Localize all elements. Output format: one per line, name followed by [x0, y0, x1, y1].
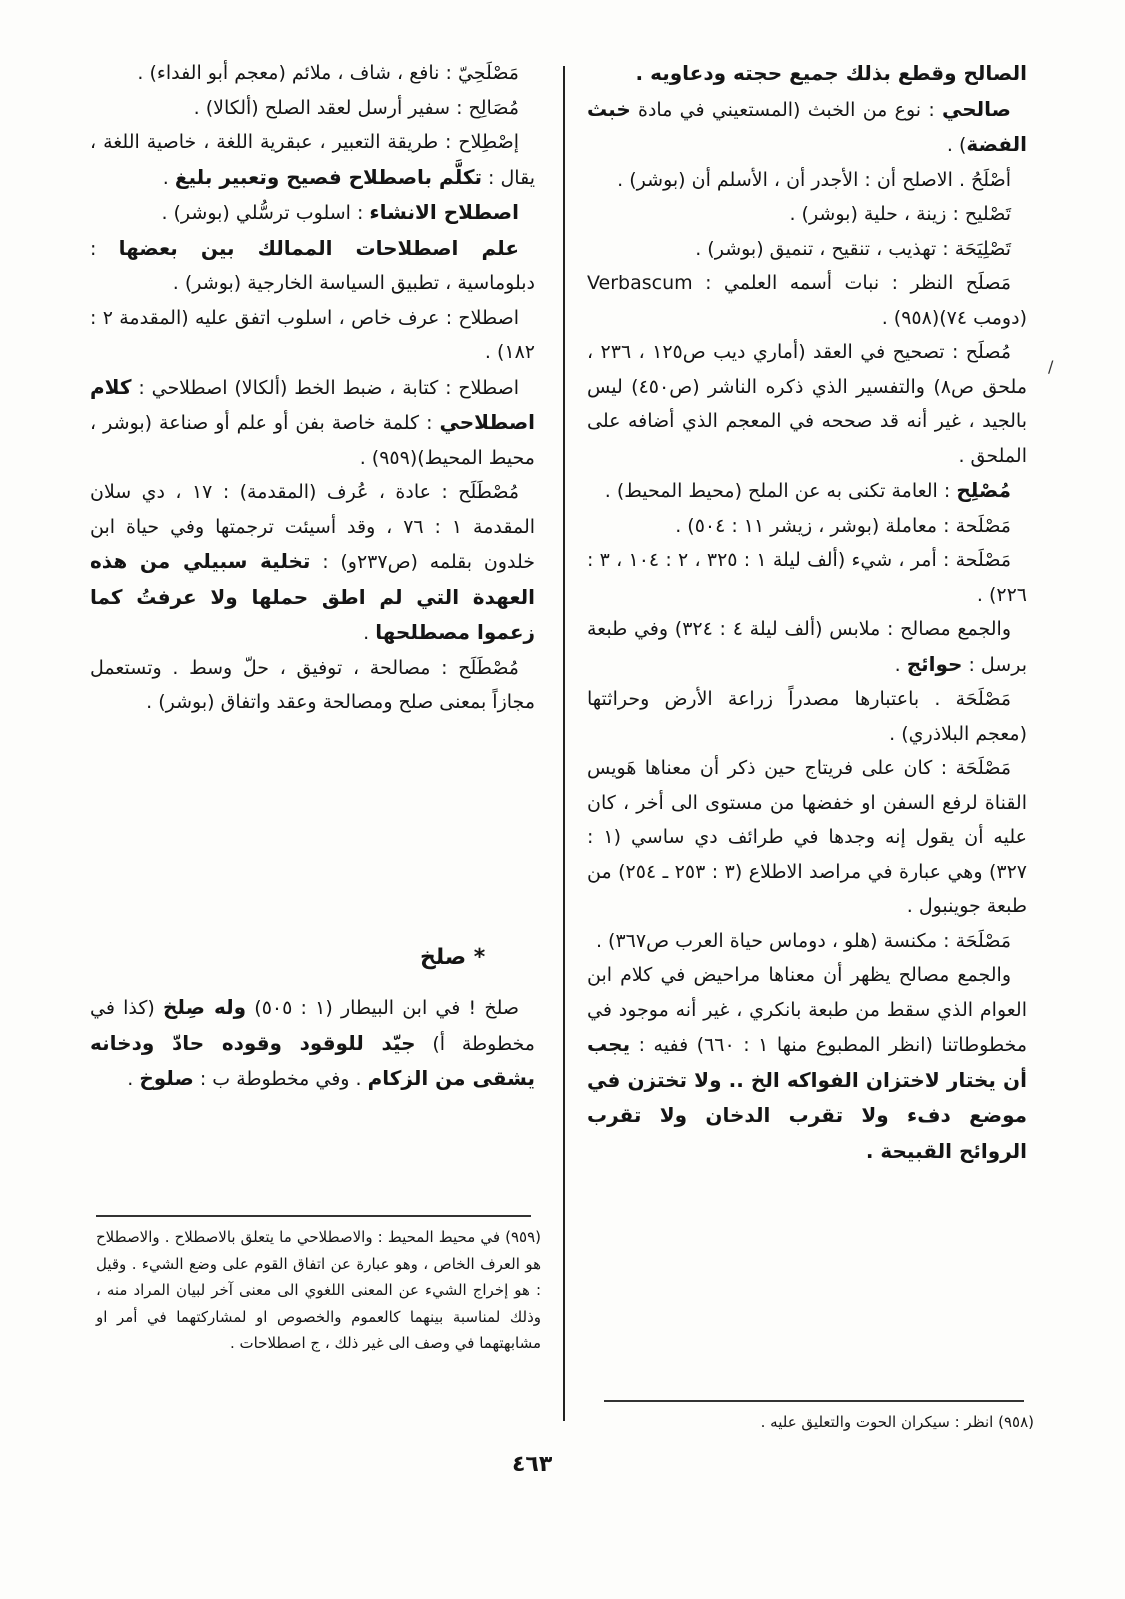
footnote-rule-right	[604, 1400, 1024, 1402]
text-run: .	[894, 653, 907, 676]
text-run: مَصْلَحة : أمر ، شيء (ألف ليلة ١ : ٣٢٥ ، ٢ : ١٠٤ ، ٣ : ٢٢٦) .	[587, 549, 1027, 606]
paragraph	[587, 751, 1027, 924]
text-run: مَصْلَحة : معاملة (بوشر ، زيشر ١١ : ٥٠٤) .	[675, 514, 1011, 537]
text-run: مَصلَح النظر : نبات أسمه العلمي : Verbascum (دومب ٧٤)(٩٥٨) .	[587, 272, 1027, 329]
paragraph	[587, 232, 1027, 267]
left-column	[90, 56, 535, 720]
paragraph	[587, 958, 1027, 1169]
bold-run: صالحي	[942, 96, 1011, 121]
text-run: .	[162, 166, 175, 189]
bold-run: جيّد للوقود وقوده حادّ ودخانه يشقى من الزكام	[90, 1030, 535, 1090]
footnote-rule-left	[96, 1215, 531, 1217]
bold-run: كلام اصطلاحي	[90, 374, 535, 434]
text-run: .	[127, 1068, 140, 1090]
text-run: : دبلوماسية ، تطبيق السياسة الخارجية (بوشر) .	[90, 237, 535, 294]
text-run: .	[363, 622, 376, 644]
page-number: ٤٦٣	[512, 1452, 553, 1477]
bold-run: يجب أن يختار لاختزان الفواكه الخ .. ولا تختزن في موضع دفء ولا تقرب الدخان ولا تقرب الروائح القبيحة .	[587, 1032, 1027, 1163]
paragraph	[90, 651, 535, 720]
bold-run: مُصْلِح	[956, 478, 1011, 502]
text-run: تَصْلِيَحَة : تهذيب ، تنقيح ، تنميق (بوشر) .	[695, 237, 1011, 260]
paragraph	[90, 195, 535, 231]
paragraph	[587, 335, 1027, 473]
text-run: اصطلاح : كتابة ، ضبط الخط (ألكالا) اصطلاحي :	[131, 376, 519, 399]
text-run: مُصْطَلَح : عادة ، عُرف (المقدمة) : ١٧ ، دي سلان المقدمة ١ : ٧٦ ، وقد أسيئت ترجمتها وفي حياة ابن خلدون بقلمه (ص٢٣٧و) :	[90, 481, 536, 573]
text-run: مُصَالِح : سفير أرسل لعقد الصلح (ألكالا) .	[193, 96, 519, 119]
paragraph	[90, 301, 535, 370]
paragraph	[90, 370, 535, 476]
text-run: اصطلاح : عرف خاص ، اسلوب اتفق عليه (المقدمة ٢ : ١٨٢) .	[90, 306, 535, 363]
right-column	[587, 56, 1027, 1169]
text-run: (كذا في مخطوطة أ)	[90, 997, 535, 1055]
entry-heading: * صلخ	[420, 945, 486, 970]
paragraph	[90, 475, 535, 651]
paragraph	[90, 231, 535, 301]
text-run: : نوع من الخبث (المستعيني في مادة	[630, 98, 942, 121]
text-run: صلخ ! في ابن البيطار (١ : ٥٠٥)	[246, 997, 520, 1019]
paragraph	[587, 266, 1027, 335]
bold-run: حوائج	[906, 651, 963, 676]
paragraph	[90, 91, 535, 126]
bold-run: علم اصطلاحات الممالك بين بعضها	[118, 235, 519, 260]
footnote-959: (٩٥٩) في محيط المحيط : والاصطلاحي ما يتعلق بالاصطلاح . والاصطلاح هو العرف الخاص ، وهو عبارة عن اتفاق القوم على وضع الشيء . وقيل : هو إخراج الشيء عن المعنى اللغوي الى معنى آخر لبيان المراد منه ، وذلك لمناسبة بينهما كالعموم والخصوص او لمشاركتهما في أمر او مشابهتهما في وصف الى غير ذلك ، ج اصطلاحات .	[96, 1228, 541, 1352]
text-run: . وفي مخطوطة ب :	[193, 1068, 368, 1090]
text-run: ) .	[946, 134, 967, 156]
text-run: : كلمة خاصة بفن أو علم أو صناعة (بوشر ، محيط المحيط)(٩٥٩) .	[90, 412, 535, 469]
paragraph	[587, 56, 1027, 92]
paragraph	[587, 682, 1027, 751]
text-run: أصْلَحُ . الاصلح أن : الأجدر أن ، الأسلم أن (بوشر) .	[617, 168, 1011, 191]
paragraph	[587, 543, 1027, 612]
column-divider	[563, 66, 565, 1421]
text-run: والجمع مصالح : ملابس (ألف ليلة ٤ : ٣٢٤) وفي طبعة برسل :	[587, 618, 1027, 676]
paragraph	[587, 612, 1027, 682]
bold-run: صلوخ	[139, 1066, 194, 1090]
text-run: مَصْلَحَة : مكنسة (هلو ، دوماس حياة العرب ص٣٦٧) .	[595, 929, 1011, 952]
bold-run: الصالح وقطع بذلك جميع حجته ودعاويه .	[635, 61, 1027, 85]
text-run: مَصْلَحِيّ : نافع ، شاف ، ملائم (معجم أبو الفداء) .	[137, 62, 519, 84]
footnote-958: (٩٥٨) انظر : سيكران الحوت والتعليق عليه .	[760, 1413, 1034, 1431]
text-run: إصْطِلاح : طريقة التعبير ، عبقرية اللغة ، خاصية اللغة ، يقال :	[90, 131, 535, 189]
text-run: مَصْلَحَة . باعتبارها مصدراً زراعة الأرض وحراثتها (معجم البلاذري) .	[587, 688, 1027, 745]
bold-run: اصطلاح الانشاء	[369, 200, 519, 224]
paragraph	[587, 197, 1027, 232]
bold-run: تخلية سبيلي من هذه العهدة التي لم اطق حملها ولا عرفتُ كما زعموا مصطلحها	[90, 549, 535, 644]
bold-run: تكلَّم باصطلاح فصيح وتعبير بليغ	[174, 164, 483, 189]
text-run: مُصْطَلَح : مصالحة ، توفيق ، حلّ وسط . وتستعمل مجازاً بمعنى صلح ومصالحة وعقد واتفاق (بوشر) .	[90, 656, 535, 713]
paragraph	[90, 125, 535, 195]
paragraph	[90, 56, 535, 91]
margin-mark: /	[1048, 357, 1054, 376]
paragraph	[587, 924, 1027, 959]
paragraph	[587, 92, 1027, 163]
paragraph	[90, 990, 535, 1097]
paragraph	[587, 163, 1027, 198]
paragraph	[587, 509, 1027, 544]
bold-run: خبث الفضة	[587, 96, 1027, 156]
text-run: تَصْليح : زينة ، حلية (بوشر) .	[789, 203, 1011, 225]
text-run: : اسلوب ترسُّلي (بوشر) .	[161, 202, 370, 224]
paragraph	[587, 473, 1027, 509]
text-run: مَصْلَحَة : كان على فريتاج حين ذكر أن معناها هَويس القناة لرفع السفن او خفضها من مستوى الى أخر ، كان عليه أن يقول إنه وجدها في طرائف دي ساسي (١ : ٣٢٧) وهي عبارة في مراصد الاطلاع (٣ : ٢٥٣ ـ ٢٥٤) من طبعة جوينبول .	[587, 757, 1028, 917]
text-run: مُصلَح : تصحيح في العقد (أماري ديب ص١٢٥ ، ٢٣٦ ، ملحق ص٨) والتفسير الذي ذكره الناشر (ص٤٥٠) ليس بالجيد ، غير أنه قد صححه في المعجم الذي أضافه على الملحق .	[587, 341, 1027, 467]
text-run: : العامة تكنى به عن الملح (محيط المحيط) .	[604, 480, 957, 502]
text-run: والجمع مصالح يظهر أن معناها مراحيض في كلام ابن العوام الذي سقط من طبعة بانكري ، غير أنه موجود في مخطوطاتنا (انظر المطبوع منها ١ : ٦٦٠) ففيه :	[587, 964, 1028, 1056]
salakh-entry	[90, 990, 535, 1097]
bold-run: وله صِلخ	[163, 995, 247, 1019]
